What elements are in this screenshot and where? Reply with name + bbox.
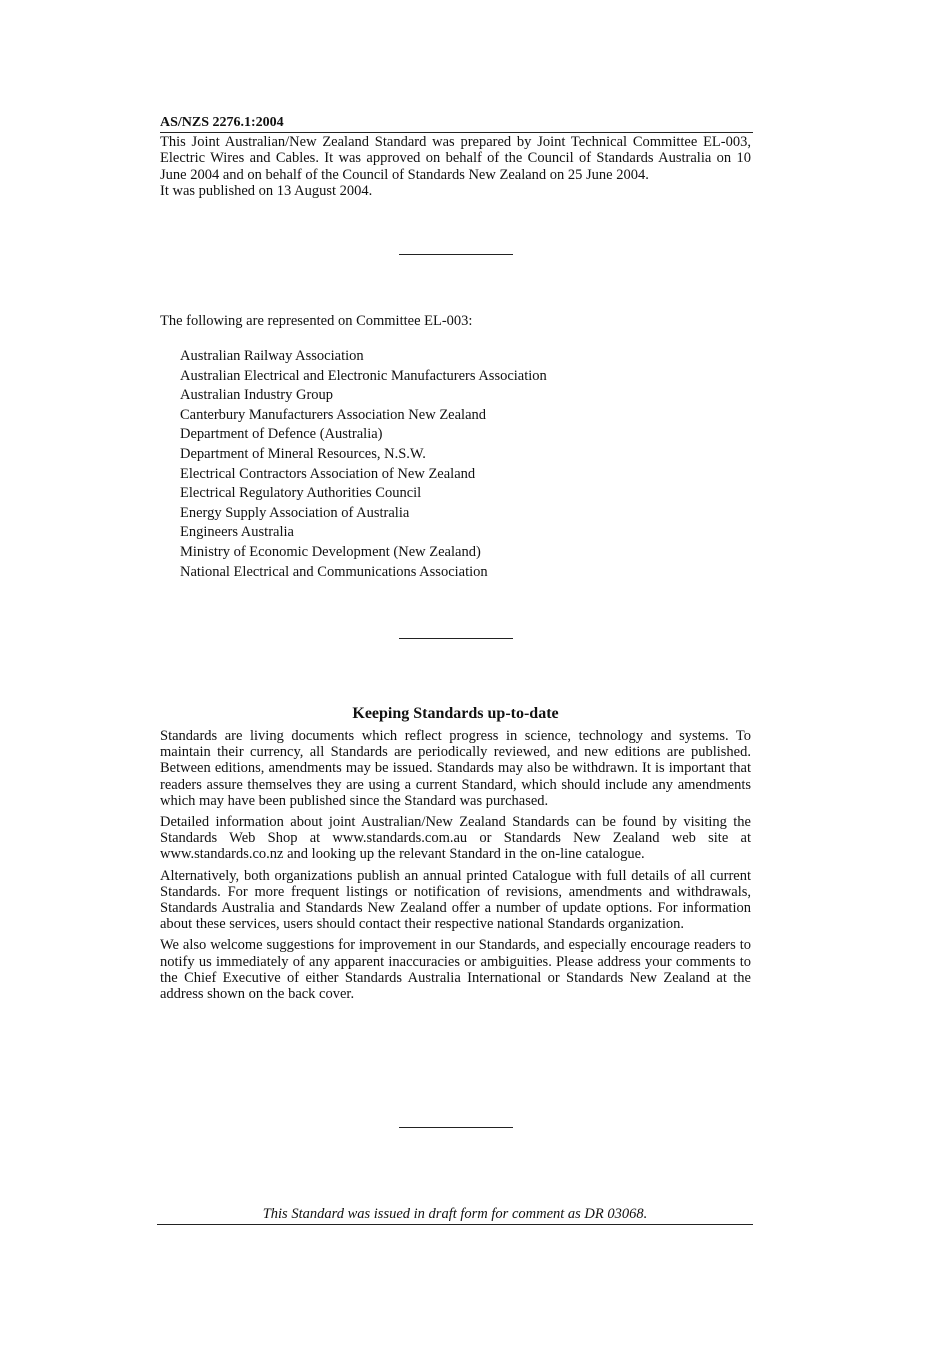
list-item: Electrical Regulatory Authorities Council: [180, 485, 422, 502]
keeping-standards-body: [160, 728, 751, 1007]
list-item: Canterbury Manufacturers Association New Zealand: [180, 406, 487, 423]
draft-note: This Standard was issued in draft form for comment as DR 03068.: [262, 1206, 648, 1222]
list-item: Energy Supply Association of Australia: [180, 504, 410, 521]
standard-number: AS/NZS 2276.1:2004: [160, 115, 284, 130]
committee-organization-list: [180, 347, 740, 582]
publication-date: It was published on 13 August 2004.: [160, 182, 373, 199]
list-item: Australian Electrical and Electronic Manufacturers Association: [180, 367, 547, 384]
body-paragraph: We also welcome suggestions for improvement in our Standards, and especially encourage readers to notify us immediately of any apparent inaccuracies or ambiguities. Please address your comments to the Chief Executive of either Standards Australia International or Standards New Zealand at the address shown on the back cover.: [160, 937, 751, 1003]
list-item: Department of Defence (Australia): [180, 426, 383, 443]
header-rule: [160, 132, 753, 133]
body-paragraph: Standards are living documents which reflect progress in science, technology and systems. To maintain their currency, all Standards are periodically reviewed, and new editions are published. Between editions, amendments may be issued. Standards may also be withdrawn. It is important that readers assure themselves they are using a current Standard, which should include any amendments which may have been published since the Standard was purchased.: [160, 728, 751, 809]
list-item: Department of Mineral Resources, N.S.W.: [180, 445, 426, 462]
list-item: Australian Industry Group: [180, 387, 334, 404]
footer-rule: [157, 1224, 753, 1225]
section-heading: Keeping Standards up-to-date: [352, 705, 559, 722]
preparation-notice: [160, 134, 751, 199]
preparation-paragraph: This Joint Australian/New Zealand Standard was prepared by Joint Technical Committee EL-003, Electric Wires and Cables. It was approved on behalf of the Council of Standards Australia on 10 June 2004 and on behalf of the Council of Standards New Zealand on 25 June 2004.: [160, 134, 751, 183]
section-divider: [399, 1127, 513, 1128]
list-item: Australian Railway Association: [180, 348, 364, 364]
list-item: Engineers Australia: [180, 524, 294, 541]
body-paragraph: Alternatively, both organizations publish an annual printed Catalogue with full details of all current Standards. For more frequent listings or notification of revisions, amendments and withdrawals, Standards Australia and Standards New Zealand offer a number of update options. For information about these services, users should contact their respective national Standards organization.: [160, 867, 751, 933]
committee-intro: The following are represented on Committee EL-003:: [160, 313, 473, 329]
list-item: Ministry of Economic Development (New Zealand): [180, 543, 481, 560]
list-item: National Electrical and Communications Association: [180, 563, 488, 580]
body-paragraph: Detailed information about joint Australian/New Zealand Standards can be found by visiting the Standards Web Shop at www.standards.com.au or Standards New Zealand web site at www.standards.co.nz and looking up the relevant Standard in the on-line catalogue.: [160, 814, 751, 863]
list-item: Electrical Contractors Association of New Zealand: [180, 465, 476, 482]
section-divider: [399, 254, 513, 255]
section-divider: [399, 638, 513, 639]
